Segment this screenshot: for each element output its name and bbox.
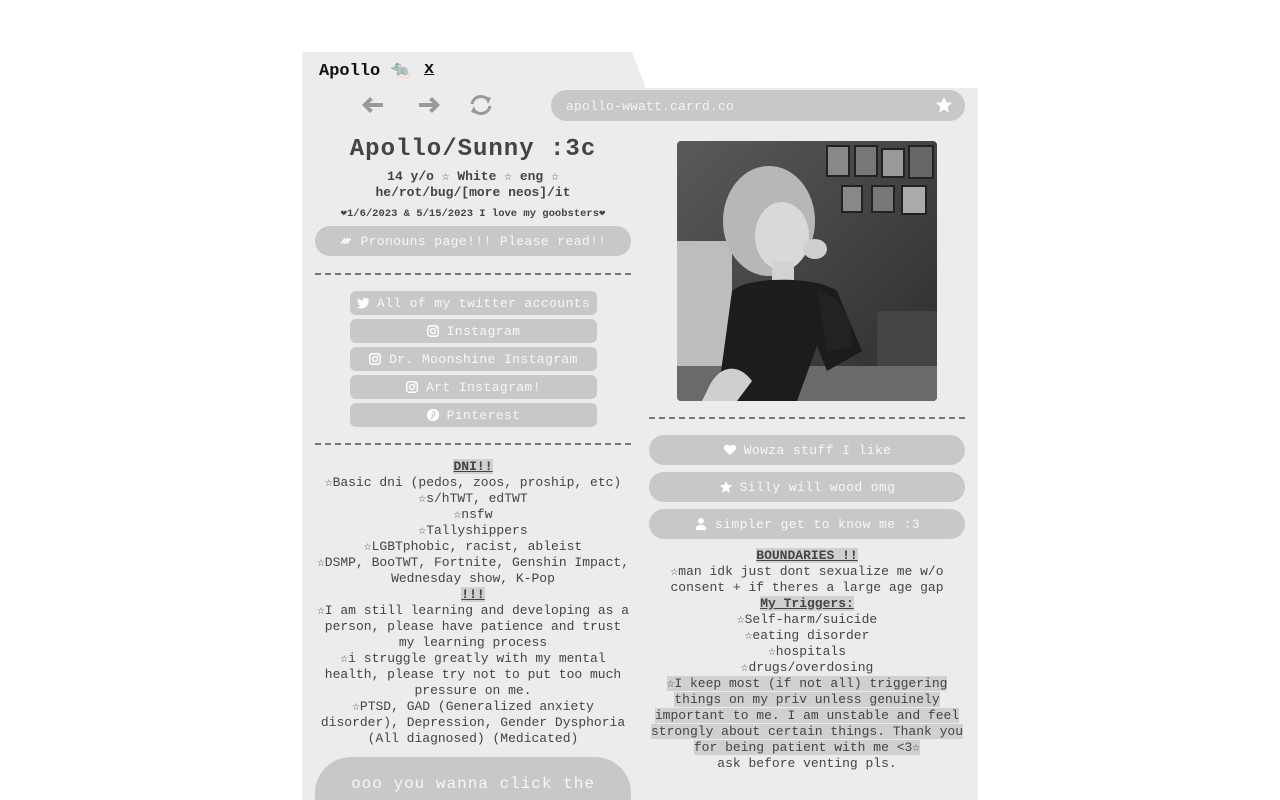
- trigger-item: ☆eating disorder: [744, 628, 870, 643]
- dni-line: ☆Tallyshippers: [418, 523, 528, 538]
- venting-note: ask before venting pls.: [717, 756, 897, 771]
- browser-window: [302, 88, 978, 800]
- twitter-link-button[interactable]: [350, 291, 597, 315]
- instagram-icon: [368, 352, 382, 366]
- boundaries-section: [649, 548, 965, 772]
- heart-icon: [723, 443, 737, 457]
- dni-line: ☆LGBTphobic, racist, ableist: [363, 539, 583, 554]
- profile-details-1: 14 y/o ☆ White ☆ eng ☆: [387, 169, 559, 184]
- triggers-title: My Triggers:: [760, 596, 854, 611]
- star-icon: [719, 480, 733, 494]
- right-column: [649, 133, 965, 772]
- bookmark-star-icon[interactable]: [935, 96, 953, 114]
- moonshine-instagram-label: Dr. Moonshine Instagram: [389, 351, 578, 367]
- triggers-note: ☆I keep most (if not all) triggering things on my priv unless genuinely important to me. I am unstable and feel strongly about certain things. Thank you for being patient with me <3☆: [650, 676, 964, 755]
- get-to-know-me-button[interactable]: [649, 509, 965, 539]
- user-icon: [694, 517, 708, 531]
- trigger-item: ☆hospitals: [767, 644, 847, 659]
- dni-section: [315, 459, 631, 747]
- pronouns-page-button[interactable]: [315, 226, 631, 256]
- will-wood-label: Silly will wood omg: [739, 479, 896, 495]
- divider: [315, 273, 631, 275]
- note-line: ☆PTSD, GAD (Generalized anxiety disorder), Depression, Gender Dysphoria (All diagnosed) (Medicated): [320, 699, 626, 746]
- dni-line: ☆nsfw: [453, 507, 493, 522]
- profile-pronouns: he/rot/bug/[more neos]/it: [375, 185, 571, 200]
- refresh-icon[interactable]: [466, 94, 496, 116]
- dni-line: ☆s/hTWT, edTWT: [418, 491, 528, 506]
- back-arrow-icon[interactable]: [359, 96, 393, 114]
- moonshine-instagram-link-button[interactable]: [350, 347, 597, 371]
- stuff-i-like-label: Wowza stuff I like: [743, 442, 892, 458]
- instagram-link-label: Instagram: [446, 323, 521, 339]
- tab-title[interactable]: Apollo 🐀: [319, 62, 412, 81]
- will-wood-button[interactable]: [649, 472, 965, 502]
- click-cta-button[interactable]: ooo you wanna click the: [315, 757, 631, 800]
- instagram-icon: [426, 324, 440, 338]
- art-instagram-label: Art Instagram!: [426, 379, 541, 395]
- divider: [315, 443, 631, 445]
- link-icon: [339, 234, 353, 248]
- instagram-link-button[interactable]: [350, 319, 597, 343]
- boundaries-text: ☆man idk just dont sexualize me w/o consent + if theres a large age gap: [670, 564, 944, 595]
- profile-photo: [677, 141, 937, 401]
- dni-line: ☆DSMP, BooTWT, Fortnite, Genshin Impact, Wednesday show, K-Pop: [316, 555, 630, 586]
- trigger-item: ☆drugs/overdosing: [740, 660, 874, 675]
- profile-name: Apollo/Sunny :3c: [349, 136, 597, 163]
- dni-title: DNI!!: [453, 459, 493, 474]
- boundaries-title: BOUNDARIES !!: [756, 548, 858, 563]
- pinterest-link-label: Pinterest: [446, 407, 521, 423]
- twitter-icon: [356, 296, 370, 310]
- note-line: ☆i struggle greatly with my mental health, please try not to put too much pressure on me.: [324, 651, 622, 698]
- twitter-link-label: All of my twitter accounts: [376, 295, 591, 311]
- tab-close-button[interactable]: x: [424, 60, 435, 79]
- trigger-item: ☆Self-harm/suicide: [736, 612, 878, 627]
- stuff-i-like-button[interactable]: [649, 435, 965, 465]
- notes-title: !!!: [461, 587, 485, 602]
- pinterest-link-button[interactable]: [350, 403, 597, 427]
- left-column: [315, 133, 631, 800]
- forward-arrow-icon[interactable]: [414, 96, 448, 114]
- divider: [649, 417, 965, 419]
- get-to-know-me-label: simpler get to know me :3: [714, 516, 921, 532]
- profile-dates: ❤1/6/2023 & 5/15/2023 I love my goobsters❤: [340, 208, 606, 220]
- address-bar[interactable]: [551, 90, 965, 121]
- note-line: ☆I am still learning and developing as a person, please have patience and trust my learning process: [316, 603, 630, 650]
- art-instagram-link-button[interactable]: [350, 375, 597, 399]
- dni-line: ☆Basic dni (pedos, zoos, proship, etc): [324, 475, 622, 490]
- pinterest-icon: [426, 408, 440, 422]
- url-text[interactable]: apollo-wwatt.carrd.co: [566, 99, 735, 114]
- pronouns-page-label: Pronouns page!!! Please read!!: [360, 233, 607, 249]
- instagram-icon: [405, 380, 419, 394]
